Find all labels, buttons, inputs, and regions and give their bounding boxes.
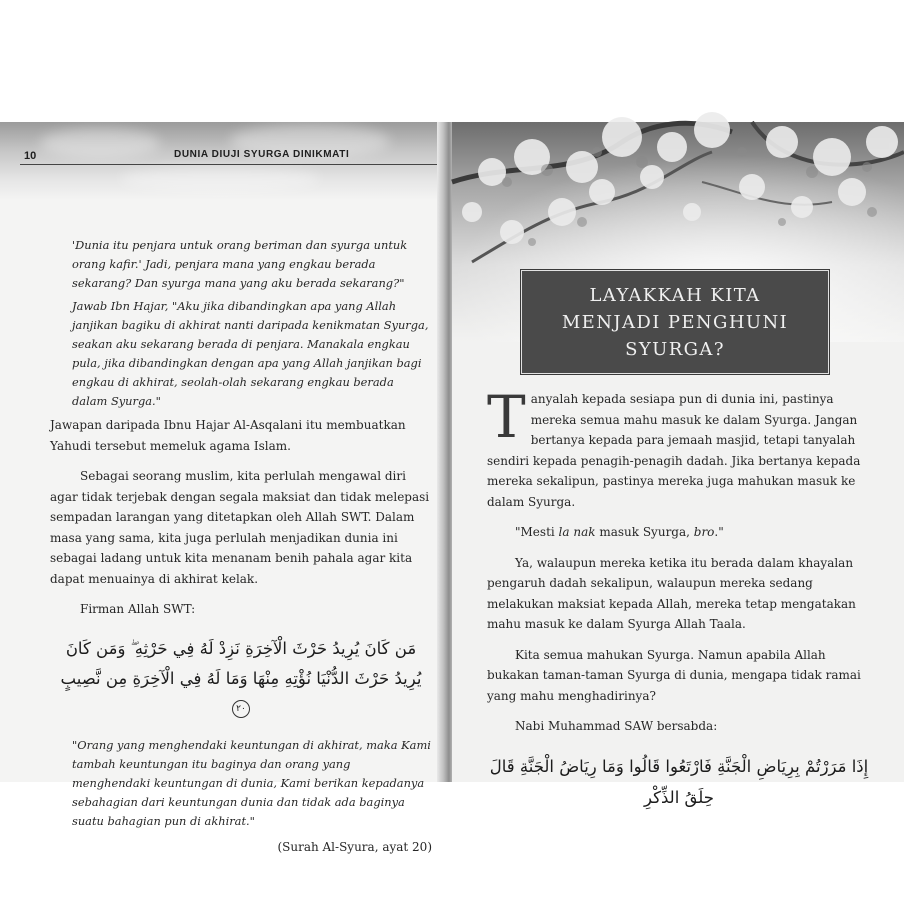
citation: (Surah Al-Syura, ayat 20) [277, 839, 432, 854]
left-page [0, 122, 440, 854]
paragraph: Jawapan daripada Ibnu Hajar Al-Asqalani itu membuatkan Yahudi tersebut memeluk agama Islam. [50, 418, 406, 453]
paragraph: Nabi Muhammad SAW bersabda: [515, 719, 718, 733]
chapter-title-box [521, 270, 829, 374]
chapter-title-line: LAYAKKAH KITA [589, 285, 761, 306]
quote-text: ." [714, 525, 724, 539]
arabic-hadith: إِذَا مَرَرْتُمْ بِرِيَاضِ الْجَنَّةِ فَارْتَعُوا قَالُوا وَمَا رِيَاضُ الْجَنَّةِ قَالَ حِلَقُ الذِّكْرِ [489, 756, 869, 807]
left-body-text [50, 236, 432, 857]
right-body-text [487, 383, 871, 813]
quote-paragraph [487, 522, 871, 543]
ayah-number-marker: ٢٠ [232, 700, 250, 718]
right-page [452, 122, 904, 807]
header-rule [20, 164, 440, 165]
arabic-verse-text: مَن كَانَ يُرِيدُ حَرْثَ الْآخِرَةِ نَزِدْ لَهُ فِي حَرْثِهِ ۖ وَمَن كَانَ يُرِيدُ حَرْثَ الدُّنْيَا نُؤْتِهِ مِنْهَا وَمَا لَهُ فِي الْآخِرَةِ مِن نَّصِيبٍ [60, 638, 422, 688]
translation-block [72, 736, 432, 831]
opening-paragraph-text: anyalah kepada sesiapa pun di dunia ini, pastinya mereka semua mahu masuk ke dalam Syurga. Jangan bertanya kepada para jemaah masjid, tetapi tanyalah sendiri kepada penagih-penagih dadah. Jika bertanya kepada mereka sekalipun, pastinya mereka juga mahukan masuk ke dalam Syurga. [487, 392, 861, 509]
running-title: DUNIA DIUJI SYURGA DINIKMATI [174, 149, 350, 160]
arabic-verse [50, 634, 432, 724]
page-number: 10 [24, 150, 37, 162]
paragraph: Sebagai seorang muslim, kita perlulah mengawal diri agar tidak terjebak dengan segala maksiat dan tidak melepasi sempadan larangan yang ditetapkan oleh Allah SWT. Dalam masa yang sama, kita juga perlulah menjadikan dunia ini sebagai ladang untuk kita menanam benih pahala agar kita dapat menuainya di akhirat kelak. [50, 469, 430, 586]
paragraph: Ya, walaupun mereka ketika itu berada dalam khayalan pengaruh dadah sekalipun, walaupun mereka sedang melakukan maksiat kepada Allah, mereka tetap mengatakan mahu masuk ke dalam Syurga Allah Taala. [487, 555, 856, 631]
chapter-title-line: MENJADI PENGHUNI [561, 312, 789, 333]
firman-label: Firman Allah SWT: [80, 602, 196, 616]
quote-text: "Mesti [515, 525, 559, 539]
chapter-title [522, 282, 828, 363]
quote-italic: bro [693, 525, 715, 539]
quote-text: masuk Syurga, [595, 525, 694, 539]
chapter-title-line: SYURGA? [625, 339, 725, 360]
quote-italic: la nak [558, 525, 596, 539]
quote-line: Jawab Ibn Hajar, "Aku jika dibandingkan apa yang Allah janjikan bagiku di akhirat nanti daripada kenikmatan Syurga, seakan aku sekarang berada di penjara. Manakala engkau pula, jika dibandingkan dengan apa yang Allah janjikan bagi engkau di akhirat, seolah-olah sekarang engkau berada dalam Syurga." [72, 299, 429, 408]
opening-paragraph [487, 383, 871, 512]
open-book [0, 122, 904, 854]
paragraph: Kita semua mahukan Syurga. Namun apabila Allah bukakan taman-taman Syurga di dunia, mengapa tidak ramai yang mahu menghadirinya? [487, 647, 861, 703]
drop-cap: T [487, 383, 526, 451]
left-page-header-image [0, 122, 440, 200]
translation: "Orang yang menghendaki keuntungan di akhirat, maka Kami tambah keuntungan itu baginya dan orang yang menghendaki keuntungan di dunia, Kami berikan kepadanya sebahagian dari keuntungan dunia dan tidak ada baginya suatu bahagian pun di akhirat." [72, 737, 431, 828]
quote-block [72, 236, 432, 411]
quote-line: 'Dunia itu penjara untuk orang beriman dan syurga untuk orang kafir.' Jadi, penjara mana yang engkau berada sekarang? Dan syurga mana yang aku berada sekarang?" [72, 238, 408, 290]
